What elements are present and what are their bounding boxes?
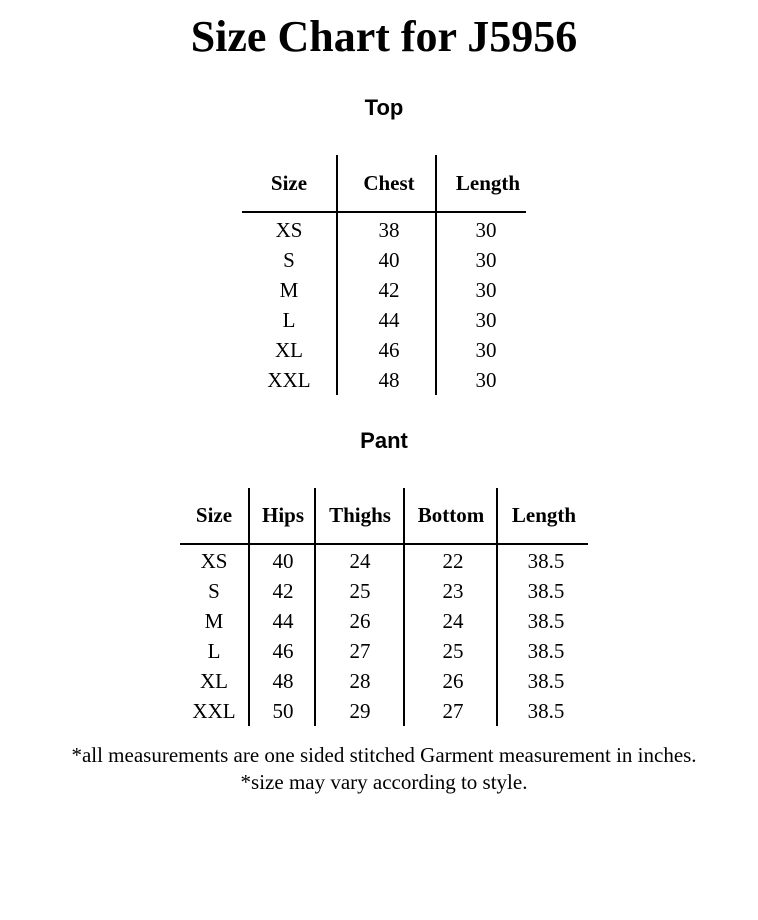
pant-cell-thighs: 28 [349, 669, 371, 693]
pant-cell-size: S [208, 579, 220, 603]
top-cell-length: 30 [475, 338, 497, 362]
top-cell-size: XXL [267, 368, 311, 392]
top-section-heading: Top [364, 95, 404, 120]
top-cell-length: 30 [475, 278, 497, 302]
pant-cell-length: 38.5 [527, 609, 565, 633]
pant-cell-bottom: 25 [442, 639, 464, 663]
top-cell-size: XL [275, 338, 303, 362]
top-cell-size: S [283, 248, 295, 272]
top-cell-size: M [279, 278, 299, 302]
top-cell-length: 30 [475, 308, 497, 332]
pant-header-hips: Hips [261, 503, 305, 527]
top-cell-chest: 48 [378, 368, 400, 392]
pant-header-length: Length [511, 503, 577, 527]
top-cell-size: L [282, 308, 296, 332]
pant-cell-bottom: 22 [442, 549, 464, 573]
top-cell-length: 30 [475, 368, 497, 392]
pant-cell-thighs: 26 [349, 609, 371, 633]
pant-header-size: Size [195, 503, 233, 527]
pant-section-heading: Pant [360, 428, 408, 453]
measurement-note: *all measurements are one sided stitched Garment measurement in inches. [71, 743, 697, 767]
top-cell-length: 30 [475, 218, 497, 242]
pant-cell-length: 38.5 [527, 669, 565, 693]
pant-header-thighs: Thighs [329, 503, 391, 527]
pant-cell-hips: 48 [272, 669, 294, 693]
pant-cell-length: 38.5 [527, 639, 565, 663]
pant-column-divider [403, 488, 405, 726]
top-header-size: Size [270, 171, 308, 195]
pant-cell-size: XL [200, 669, 228, 693]
pant-header-rule [180, 543, 588, 545]
pant-cell-hips: 50 [272, 699, 294, 723]
pant-cell-hips: 46 [272, 639, 294, 663]
pant-cell-bottom: 26 [442, 669, 464, 693]
pant-column-divider [248, 488, 250, 726]
pant-cell-hips: 44 [272, 609, 294, 633]
pant-cell-thighs: 24 [349, 549, 371, 573]
top-cell-chest: 46 [378, 338, 400, 362]
pant-header-bottom: Bottom [417, 503, 485, 527]
pant-cell-thighs: 29 [349, 699, 371, 723]
pant-cell-thighs: 27 [349, 639, 371, 663]
pant-cell-size: L [207, 639, 221, 663]
pant-cell-size: M [204, 609, 224, 633]
pant-column-divider [314, 488, 316, 726]
top-header-chest: Chest [363, 171, 415, 195]
pant-cell-bottom: 23 [442, 579, 464, 603]
pant-cell-size: XS [200, 549, 228, 573]
top-cell-length: 30 [475, 248, 497, 272]
pant-cell-size: XXL [192, 699, 236, 723]
page-title: Size Chart for J5956 [190, 12, 578, 61]
pant-cell-length: 38.5 [527, 549, 565, 573]
pant-cell-bottom: 27 [442, 699, 464, 723]
top-cell-chest: 40 [378, 248, 400, 272]
size-variation-note: *size may vary according to style. [240, 770, 528, 794]
pant-cell-hips: 42 [272, 579, 294, 603]
top-header-length: Length [455, 171, 521, 195]
pant-cell-bottom: 24 [442, 609, 464, 633]
top-cell-size: XS [275, 218, 303, 242]
top-cell-chest: 42 [378, 278, 400, 302]
top-cell-chest: 44 [378, 308, 400, 332]
pant-cell-thighs: 25 [349, 579, 371, 603]
pant-cell-length: 38.5 [527, 699, 565, 723]
pant-cell-hips: 40 [272, 549, 294, 573]
top-cell-chest: 38 [378, 218, 400, 242]
pant-cell-length: 38.5 [527, 579, 565, 603]
